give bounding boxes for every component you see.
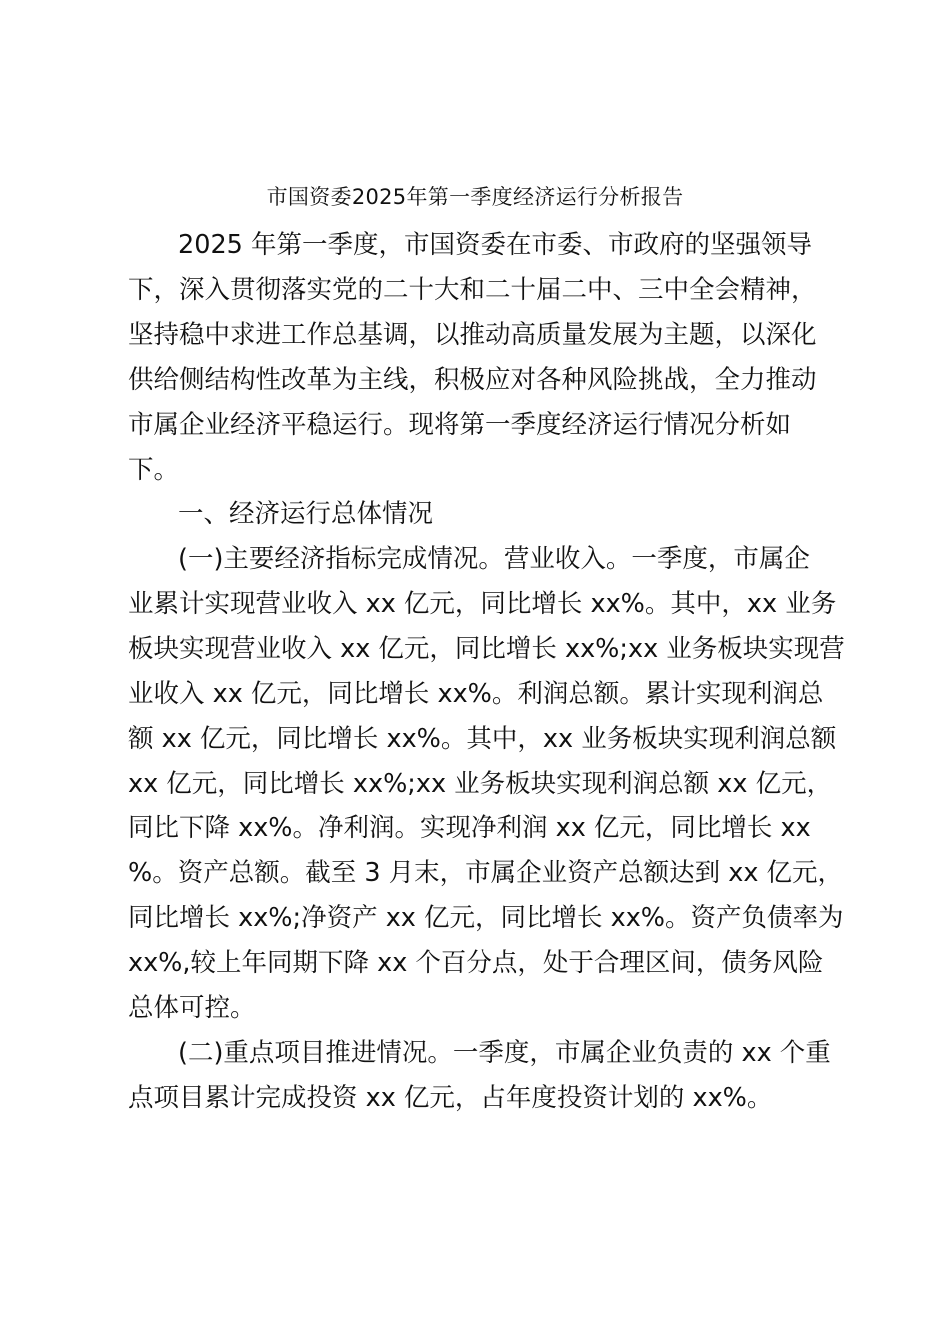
paragraph-line: 总体可控。 (128, 993, 256, 1023)
paragraph-line: 下。 (128, 455, 180, 485)
paragraph-line: (二)重点项目推进情况。一季度，市属企业负责的 xx 个重 (178, 1038, 831, 1068)
paragraph-line: 板块实现营业收入 xx 亿元，同比增长 xx%;xx 业务板块实现营 (128, 634, 845, 664)
section-heading: 一、经济运行总体情况 (178, 499, 434, 529)
paragraph-line: 坚持稳中求进工作总基调，以推动高质量发展为主题，以深化 (128, 320, 817, 350)
paragraph-line: 额 xx 亿元，同比增长 xx%。其中，xx 业务板块实现利润总额 (128, 724, 837, 754)
document-title: 市国资委2025年第一季度经济运行分析报告 (266, 185, 684, 209)
paragraph-line: 同比下降 xx%。净利润。实现净利润 xx 亿元，同比增长 xx (128, 813, 811, 843)
paragraph-line: xx 亿元，同比增长 xx%;xx 业务板块实现利润总额 xx 亿元， (128, 769, 833, 799)
paragraph-line: 供给侧结构性改革为主线，积极应对各种风险挑战，全力推动 (128, 365, 817, 395)
paragraph-line: 下，深入贯彻落实党的二十大和二十届二中、三中全会精神， (128, 275, 817, 305)
paragraph-line: 2025 年第一季度，市国资委在市委、市政府的坚强领导 (178, 230, 813, 260)
paragraph-line: (一)主要经济指标完成情况。营业收入。一季度，市属企 (178, 544, 810, 574)
paragraph-line: 业累计实现营业收入 xx 亿元，同比增长 xx%。其中，xx 业务 (128, 589, 837, 619)
paragraph-line: 业收入 xx 亿元，同比增长 xx%。利润总额。累计实现利润总 (128, 679, 824, 709)
paragraph-line: 点项目累计完成投资 xx 亿元，占年度投资计划的 xx%。 (128, 1083, 773, 1113)
paragraph-line: 同比增长 xx%;净资产 xx 亿元，同比增长 xx%。资产负债率为 (128, 903, 844, 933)
paragraph-line: xx%,较上年同期下降 xx 个百分点，处于合理区间，债务风险 (128, 948, 824, 978)
paragraph-line: 市属企业经济平稳运行。现将第一季度经济运行情况分析如 (128, 410, 792, 440)
paragraph-line: %。资产总额。截至 3 月末，市属企业资产总额达到 xx 亿元， (128, 858, 844, 888)
